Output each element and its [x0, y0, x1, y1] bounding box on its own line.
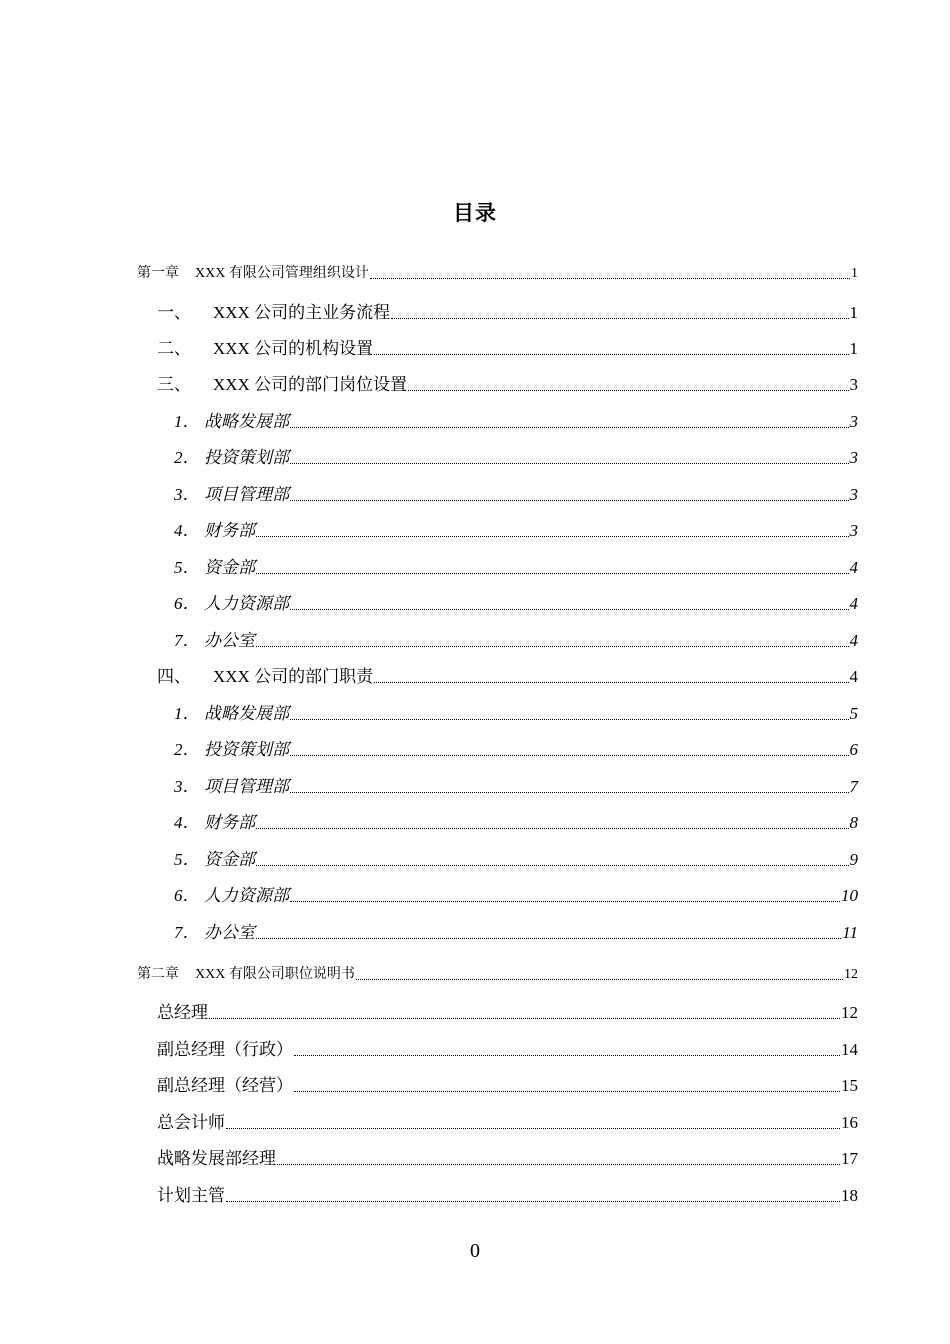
toc-entry-page: 4 — [849, 594, 858, 613]
toc-entry-page: 1 — [851, 266, 858, 281]
toc-dot-leader — [277, 1163, 840, 1165]
toc-entry-label: 投资策划部 — [204, 740, 289, 759]
toc-dot-leader — [370, 277, 850, 279]
toc-entry-number: 3． — [174, 485, 200, 504]
toc-entry-label: 资金部 — [204, 558, 255, 577]
toc-entry-number: 4． — [174, 521, 200, 540]
toc-entry-label: 副总经理（经营） — [157, 1076, 293, 1095]
toc-dot-leader — [256, 572, 849, 574]
toc-entry-page: 5 — [849, 704, 858, 723]
toc-entry[interactable] — [174, 881, 858, 906]
toc-dot-leader — [290, 754, 849, 756]
toc-dot-leader — [294, 1054, 840, 1056]
toc-entry[interactable] — [174, 626, 858, 651]
toc-dot-leader — [374, 681, 848, 683]
toc-entry-number: 5． — [174, 850, 200, 869]
toc-entry-page: 9 — [849, 850, 858, 869]
toc-entry-label: 总经理 — [157, 1003, 208, 1022]
toc-entry[interactable] — [157, 1071, 858, 1096]
toc-entry-label: 战略发展部经理 — [157, 1149, 276, 1168]
toc-entry-number: 7． — [174, 631, 200, 650]
toc-entry-number: 四、 — [157, 667, 191, 686]
toc-entry-label: 战略发展部 — [204, 412, 289, 431]
toc-entry-label: 办公室 — [204, 923, 255, 942]
toc-entry-number: 6． — [174, 886, 200, 905]
toc-entry-page: 10 — [841, 886, 858, 905]
toc-entry-label: 项目管理部 — [204, 485, 289, 504]
toc-entry-number: 三、 — [157, 375, 191, 394]
toc-dot-leader — [209, 1017, 840, 1019]
toc-entry[interactable] — [137, 262, 858, 282]
toc-entry-label: XXX 公司的部门职责 — [213, 667, 374, 686]
toc-entry-page: 3 — [849, 375, 858, 394]
toc-entry[interactable] — [157, 998, 858, 1023]
toc-entry-label: XXX 公司的主业务流程 — [213, 303, 391, 322]
toc-entry[interactable] — [174, 480, 858, 505]
toc-entry-page: 1 — [849, 303, 858, 322]
toc-entry-label: 人力资源部 — [204, 594, 289, 613]
toc-entry-label: 战略发展部 — [204, 704, 289, 723]
toc-dot-leader — [290, 900, 840, 902]
toc-entry-label: XXX 有限公司职位说明书 — [195, 967, 355, 982]
toc-entry[interactable] — [157, 370, 858, 395]
toc-entry-number: 2． — [174, 448, 200, 467]
toc-entry-label: XXX 有限公司管理组织设计 — [195, 266, 369, 281]
toc-entry-page: 4 — [849, 631, 858, 650]
toc-dot-leader — [408, 389, 848, 391]
toc-entry[interactable] — [157, 1108, 858, 1133]
toc-entry-page: 18 — [841, 1186, 858, 1205]
toc-entry[interactable] — [174, 772, 858, 797]
toc-entry-label: XXX 公司的机构设置 — [213, 339, 374, 358]
toc-entry[interactable] — [174, 589, 858, 614]
toc-entry-label: 人力资源部 — [204, 886, 289, 905]
toc-entry-label: 资金部 — [204, 850, 255, 869]
toc-dot-leader — [256, 864, 849, 866]
toc-entry[interactable] — [174, 407, 858, 432]
toc-entry-number: 3． — [174, 777, 200, 796]
toc-entry-number: 第一章 — [137, 266, 179, 281]
toc-entry-number: 1． — [174, 412, 200, 431]
toc-entry-number: 6． — [174, 594, 200, 613]
toc-entry-page: 12 — [844, 967, 858, 982]
toc-dot-leader — [374, 353, 848, 355]
toc-dot-leader — [290, 499, 849, 501]
toc-entry[interactable] — [174, 443, 858, 468]
toc-dot-leader — [226, 1200, 840, 1202]
page-number: 0 — [470, 1240, 480, 1262]
toc-entry-number: 第二章 — [137, 967, 179, 982]
toc-entry-page: 3 — [849, 485, 858, 504]
toc-entry-page: 4 — [849, 558, 858, 577]
toc-entry[interactable] — [137, 963, 858, 983]
toc-entry-page: 15 — [841, 1076, 858, 1095]
toc-dot-leader — [256, 645, 849, 647]
toc-dot-leader — [290, 462, 849, 464]
toc-dot-leader — [294, 1090, 840, 1092]
toc-entry-label: 财务部 — [204, 521, 255, 540]
toc-entry-label: XXX 公司的部门岗位设置 — [213, 375, 408, 394]
toc-entry-page: 3 — [849, 521, 858, 540]
toc-entry-page: 4 — [849, 667, 858, 686]
toc-entry[interactable] — [157, 1035, 858, 1060]
toc-entry-number: 2． — [174, 740, 200, 759]
toc-entry-page: 6 — [849, 740, 858, 759]
toc-entry[interactable] — [157, 1144, 858, 1169]
toc-entry-number: 7． — [174, 923, 200, 942]
toc-entry-label: 计划主管 — [157, 1186, 225, 1205]
toc-entry[interactable] — [174, 918, 858, 943]
toc-entry-label: 投资策划部 — [204, 448, 289, 467]
toc-entry-page: 16 — [841, 1113, 858, 1132]
toc-entry-label: 项目管理部 — [204, 777, 289, 796]
toc-entry[interactable] — [157, 334, 858, 359]
toc-entry-page: 3 — [849, 448, 858, 467]
toc-dot-leader — [256, 937, 841, 939]
toc-entry-page: 14 — [841, 1040, 858, 1059]
toc-entry-number: 一、 — [157, 303, 191, 322]
toc-dot-leader — [290, 791, 849, 793]
toc-dot-leader — [256, 535, 849, 537]
toc-dot-leader — [290, 718, 849, 720]
toc-entry-label: 办公室 — [204, 631, 255, 650]
toc-entry[interactable] — [174, 553, 858, 578]
toc-entry-label: 总会计师 — [157, 1113, 225, 1132]
toc-dot-leader — [356, 978, 843, 980]
toc-entry[interactable] — [157, 298, 858, 323]
toc-entry-page: 1 — [849, 339, 858, 358]
toc-entry-number: 4． — [174, 813, 200, 832]
toc-title: 目录 — [453, 201, 497, 225]
toc-entry[interactable] — [174, 516, 858, 541]
toc-entry-label: 副总经理（行政） — [157, 1040, 293, 1059]
toc-dot-leader — [290, 608, 849, 610]
toc-entry[interactable] — [174, 699, 858, 724]
toc-entry[interactable] — [157, 1181, 858, 1206]
toc-entry[interactable] — [174, 735, 858, 760]
toc-entry-number: 5． — [174, 558, 200, 577]
toc-entry-page: 17 — [841, 1149, 858, 1168]
toc-entry-number: 1． — [174, 704, 200, 723]
toc-entry-number: 二、 — [157, 339, 191, 358]
toc-dot-leader — [226, 1127, 840, 1129]
toc-dot-leader — [256, 827, 849, 829]
toc-dot-leader — [391, 317, 848, 319]
toc-entry-page: 7 — [849, 777, 858, 796]
toc-entry[interactable] — [174, 808, 858, 833]
toc-entry-page: 11 — [842, 923, 858, 942]
toc-entry[interactable] — [174, 845, 858, 870]
toc-entry[interactable] — [157, 662, 858, 687]
toc-entry-label: 财务部 — [204, 813, 255, 832]
toc-dot-leader — [290, 426, 849, 428]
toc-entry-page: 8 — [849, 813, 858, 832]
toc-entry-page: 3 — [849, 412, 858, 431]
toc-entry-page: 12 — [841, 1003, 858, 1022]
